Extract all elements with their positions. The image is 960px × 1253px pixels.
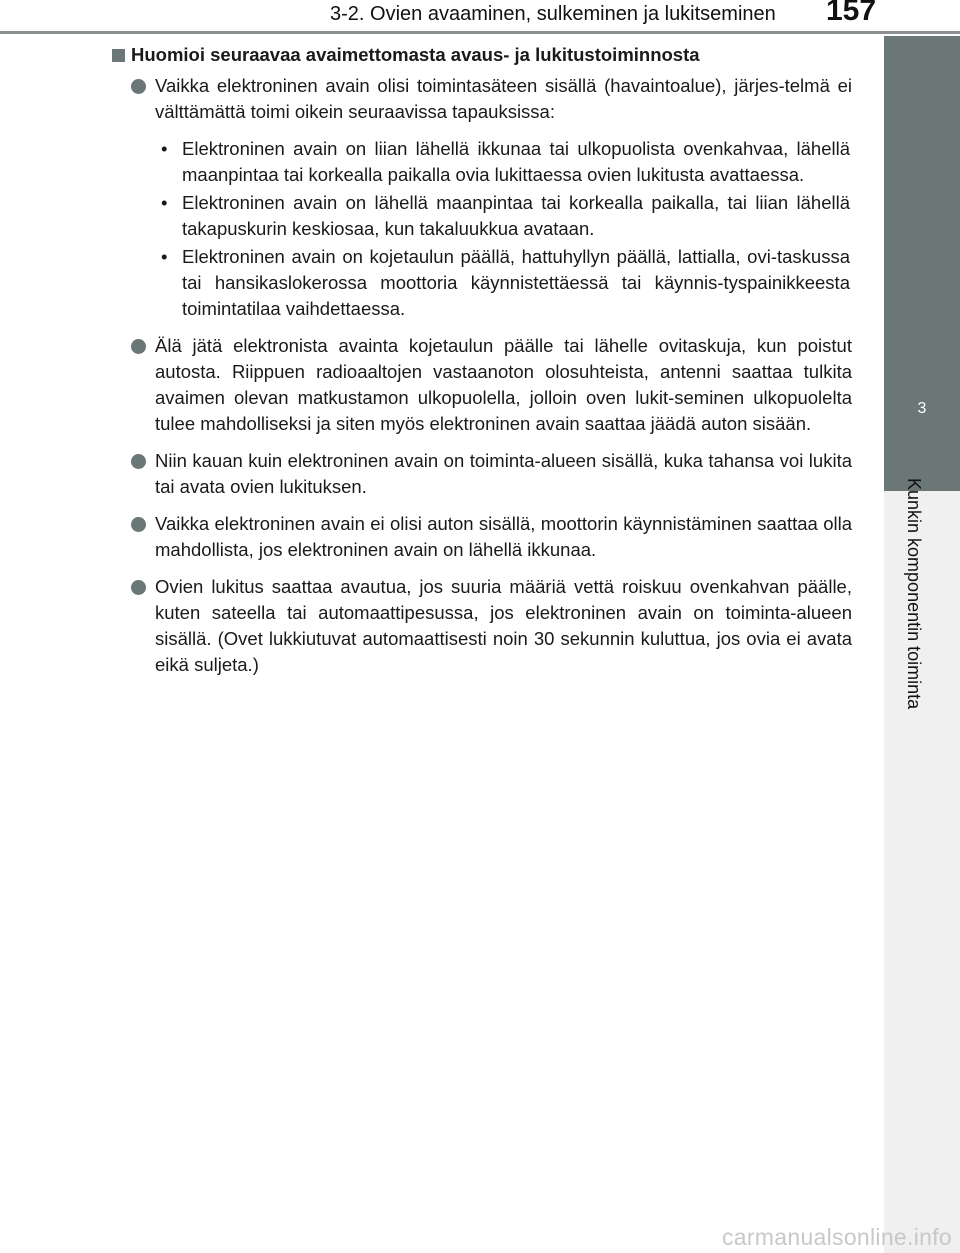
main-content bbox=[112, 42, 852, 689]
side-tab-number: 3 bbox=[917, 400, 927, 417]
list-item bbox=[126, 448, 852, 500]
circle-bullet-icon bbox=[131, 454, 146, 469]
square-bullet-icon bbox=[112, 49, 125, 62]
list-item-text: Älä jätä elektronista avainta kojetaulun päälle tai lähelle ovitaskuja, kun poistut autosta. Riippuen radioaaltojen vastaanoton olosuhteista, antenni saattaa tulkita avaimen olevan matkustamon ulkopuolella, jolloin oven lukit-seminen ulkopuolelta tulee mahdolliseksi ja siten myös elektroninen avain saattaa jäädä auton sisään. bbox=[155, 335, 852, 434]
sub-list-item-text: Elektroninen avain on lähellä maanpintaa tai korkealla paikalla, tai liian lähellä takapuskurin keskiosaa, kun takaluukkua avataan. bbox=[182, 192, 850, 239]
list-item-text: Vaikka elektroninen avain ei olisi auton sisällä, moottorin käynnistäminen saattaa olla mahdollista, jos elektroninen avain on lähellä ikkunaa. bbox=[155, 513, 852, 560]
circle-bullet-icon bbox=[131, 339, 146, 354]
dot-bullet-icon: • bbox=[161, 192, 168, 213]
list-item bbox=[126, 333, 852, 437]
sub-list bbox=[155, 136, 852, 322]
watermark: carmanualsonline.info bbox=[721, 1224, 952, 1250]
side-tab bbox=[884, 36, 960, 491]
section-heading bbox=[112, 42, 852, 68]
dot-bullet-icon: • bbox=[161, 246, 168, 267]
page-number: 157 bbox=[826, 0, 877, 27]
sub-list-item bbox=[155, 190, 850, 242]
list-item-text: Vaikka elektroninen avain olisi toimintasäteen sisällä (havaintoalue), järjes-telmä ei välttämättä toimi oikein seuraavissa tapauksissa: bbox=[155, 75, 852, 122]
sub-list-item bbox=[155, 136, 850, 188]
section-heading-text: Huomioi seuraavaa avaimettomasta avaus- ja lukitustoiminnosta bbox=[131, 44, 700, 65]
list-item bbox=[126, 511, 852, 563]
header-title: 3-2. Ovien avaaminen, sulkeminen ja lukitseminen bbox=[330, 3, 776, 25]
sub-list-item-text: Elektroninen avain on liian lähellä ikkunaa tai ulkopuolista ovenkahvaa, lähellä maanpintaa tai korkealla paikalla ovia lukittaessa ovien lukitusta avattaessa. bbox=[182, 138, 850, 185]
circle-bullet-icon bbox=[131, 79, 146, 94]
list-item-text: Ovien lukitus saattaa avautua, jos suuria määriä vettä roiskuu ovenkahvan päälle, kuten sateella tai automaattipesussa, jos elektroninen avain on toiminta-alueen sisällä. (Ovet lukkiutuvat automaattisesti noin 30 sekunnin kuluttua, jos ovia ei avata eikä suljeta.) bbox=[155, 576, 852, 675]
circle-bullet-icon bbox=[131, 517, 146, 532]
side-tab-label-wrap bbox=[897, 478, 925, 768]
header-rule bbox=[0, 31, 960, 34]
list-item-text: Niin kauan kuin elektroninen avain on toiminta-alueen sisällä, kuka tahansa voi lukita tai avata ovien lukituksen. bbox=[155, 450, 852, 497]
sub-list-item bbox=[155, 244, 850, 322]
side-tab-label: Kunkin komponentin toiminta bbox=[904, 478, 924, 710]
list-item bbox=[126, 73, 852, 322]
list-item bbox=[126, 574, 852, 678]
sub-list-item-text: Elektroninen avain on kojetaulun päällä, hattuhyllyn päällä, lattialla, ovi-taskussa tai hansikaslokerossa moottoria käynnistettäessä tai käynnis-tyspainikkeesta toimintatilaa vaihdettaessa. bbox=[182, 246, 850, 319]
dot-bullet-icon: • bbox=[161, 138, 168, 159]
circle-bullet-icon bbox=[131, 580, 146, 595]
